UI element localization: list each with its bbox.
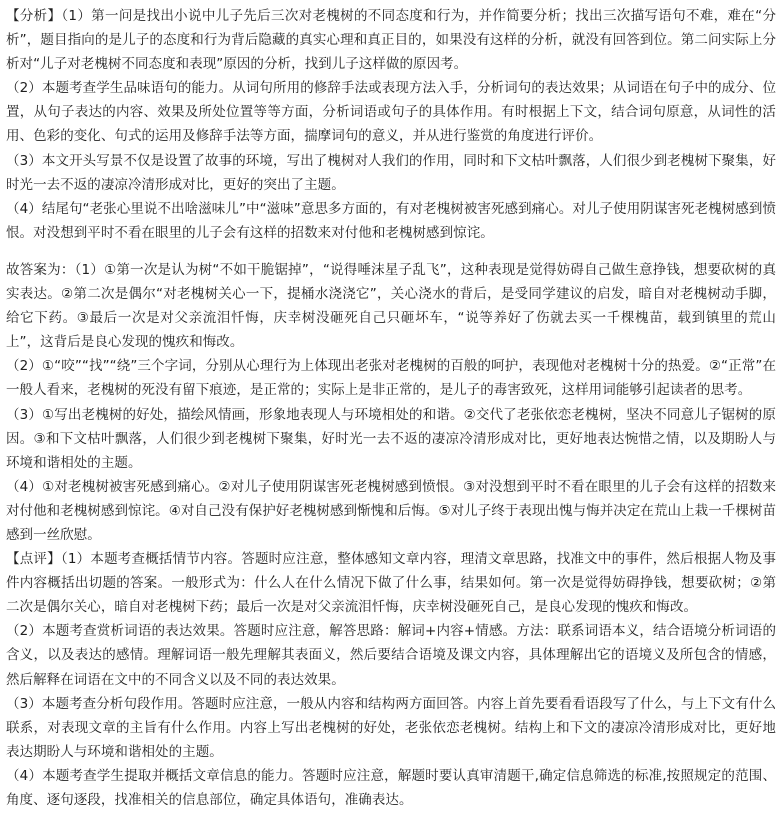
answer-section: [6, 258, 776, 547]
analysis-section: [6, 4, 776, 245]
comment-paragraph-4: （4）本题考查学生提取并概括文章信息的能力。答题时应注意，解题时要认真审清题干,确定信息筛选的标准,按照规定的范围、角度、逐句逐段，找准相关的信息部位，确定具体语句，准确表达。: [6, 767, 776, 808]
answer-paragraph-1: 故答案为：（1）①第一次是认为树“不如干脆锯掉”，“说得唾沫星子乱飞”，这种表现是觉得妨碍自己做生意挣钱，想要砍树的真实表达。②第二次是偶尔“对老槐树关心一下，提桶水浇浇它”，关心浇水的背后，是受同学建议的启发，暗自对老槐树动手脚，给它下药。③最后一次是对父亲流泪忏悔，庆幸树没砸死自己只砸坏车，“说等养好了伤就去买一千棵槐苗，载到镇里的荒山上”，这背后是良心发现的愧疚和悔改。: [6, 261, 776, 351]
analysis-paragraph-2: （2）本题考查学生品味语句的能力。从词句所用的修辞手法或表现方法入手，分析词句的表达效果；从词语在句子中的成分、位置，从句子表达的内容、效果及所处位置等等方面，分析词语或句子的具体作用。有时根据上下文，结合词句原意，从词性的活用、色彩的变化、句式的运用及修辞手法等方面，揣摩词句的意义，并从进行鉴赏的角度进行评价。: [6, 80, 776, 145]
analysis-paragraph-3: （3）本文开头写景不仅是设置了故事的环境，写出了槐树对人我们的作用，同时和下文枯叶飘落，人们很少到老槐树下聚集，好时光一去不返的凄凉冷清形成对比，更好的突出了主题。: [6, 152, 776, 193]
comment-paragraph-1: 【点评】（1）本题考查概括情节内容。答题时应注意，整体感知文章内容，理清文章思路，找准文中的事件，然后根据人物及事件内容概括出切题的答案。一般形式为：什么人在什么情况下做了什么事，结果如何。第一次是觉得妨碍挣钱，想要砍树；②第二次是偶尔关心，暗自对老槐树下药；最后一次是对父亲流泪忏悔，庆幸树没砸死自己，是良心发现的愧疚和悔改。: [6, 551, 776, 616]
answer-paragraph-3: （3）①写出老槐树的好处，描绘风情画，形象地表现人与环境相处的和谐。②交代了老张依恋老槐树，坚决不同意儿子锯树的原因。③和下文枯叶飘落，人们很少到老槐树下聚集，好时光一去不返的凄凉冷清形成对比，更好地表达惋惜之情，以及期盼人与环境和谐相处的主题。: [6, 406, 776, 471]
answer-paragraph-2: （2）①“咬”“找”“绕”三个字词，分别从心理行为上体现出老张对老槐树的百般的呵护，表现他对老槐树十分的热爱。②“正常”在一般人看来，老槐树的死没有留下痕迹，是正常的；实际上是非正常的，是儿子的毒害致死，这样用词能够引起读者的思考。: [6, 358, 776, 399]
comment-section: [6, 547, 776, 812]
section-spacer: [6, 245, 776, 258]
analysis-paragraph-1: 【分析】（1）第一问是找出小说中儿子先后三次对老槐树的不同态度和行为，并作简要分析；找出三次描写语句不难，难在“分析”，题目指向的是儿子的态度和行为背后隐藏的真实心理和真正目的，如果没有这样的分析，就没有回答到位。第二问实际上分析对“儿子对老槐树不同态度和表现”原因的分析，找到儿子这样做的原因考。: [6, 8, 776, 73]
comment-paragraph-2: （2）本题考查赏析词语的表达效果。答题时应注意，解答思路：解词+内容+情感。方法：联系词语本义，结合语境分析词语的含义，以及表达的感情。理解词语一般先理解其表面义，然后要结合语境及课文内容，具体理解出它的语境义及所包含的情感，然后解释在词语在文中的不同含义以及不同的表达效果。: [6, 623, 776, 688]
analysis-paragraph-4: （4）结尾句“老张心里说不出啥滋味儿”中“滋味”意思多方面的，有对老槐树被害死感到痛心。对儿子使用阴谋害死老槐树感到愤恨。对没想到平时不看在眼里的儿子会有这样的招数来对付他和老槐树感到惊诧。: [6, 200, 776, 241]
comment-paragraph-3: （3）本题考查分析句段作用。答题时应注意，一般从内容和结构两方面回答。内容上首先要看看语段写了什么，与上下文有什么联系，对表现文章的主旨有什么作用。内容上写出老槐树的好处，老张依恋老槐树。结构上和下文的凄凉冷清形成对比，更好地表达期盼人与环境和谐相处的主题。: [6, 695, 776, 760]
answer-paragraph-4: （4）①对老槐树被害死感到痛心。②对儿子使用阴谋害死老槐树感到愤恨。③对没想到平时不看在眼里的儿子会有这样的招数来对付他和老槐树感到惊诧。④对自己没有保护好老槐树感到惭愧和后悔。⑤对儿子终于表现出愧与悔并决定在荒山上栽一千棵树苗感到一丝欣慰。: [6, 478, 776, 543]
